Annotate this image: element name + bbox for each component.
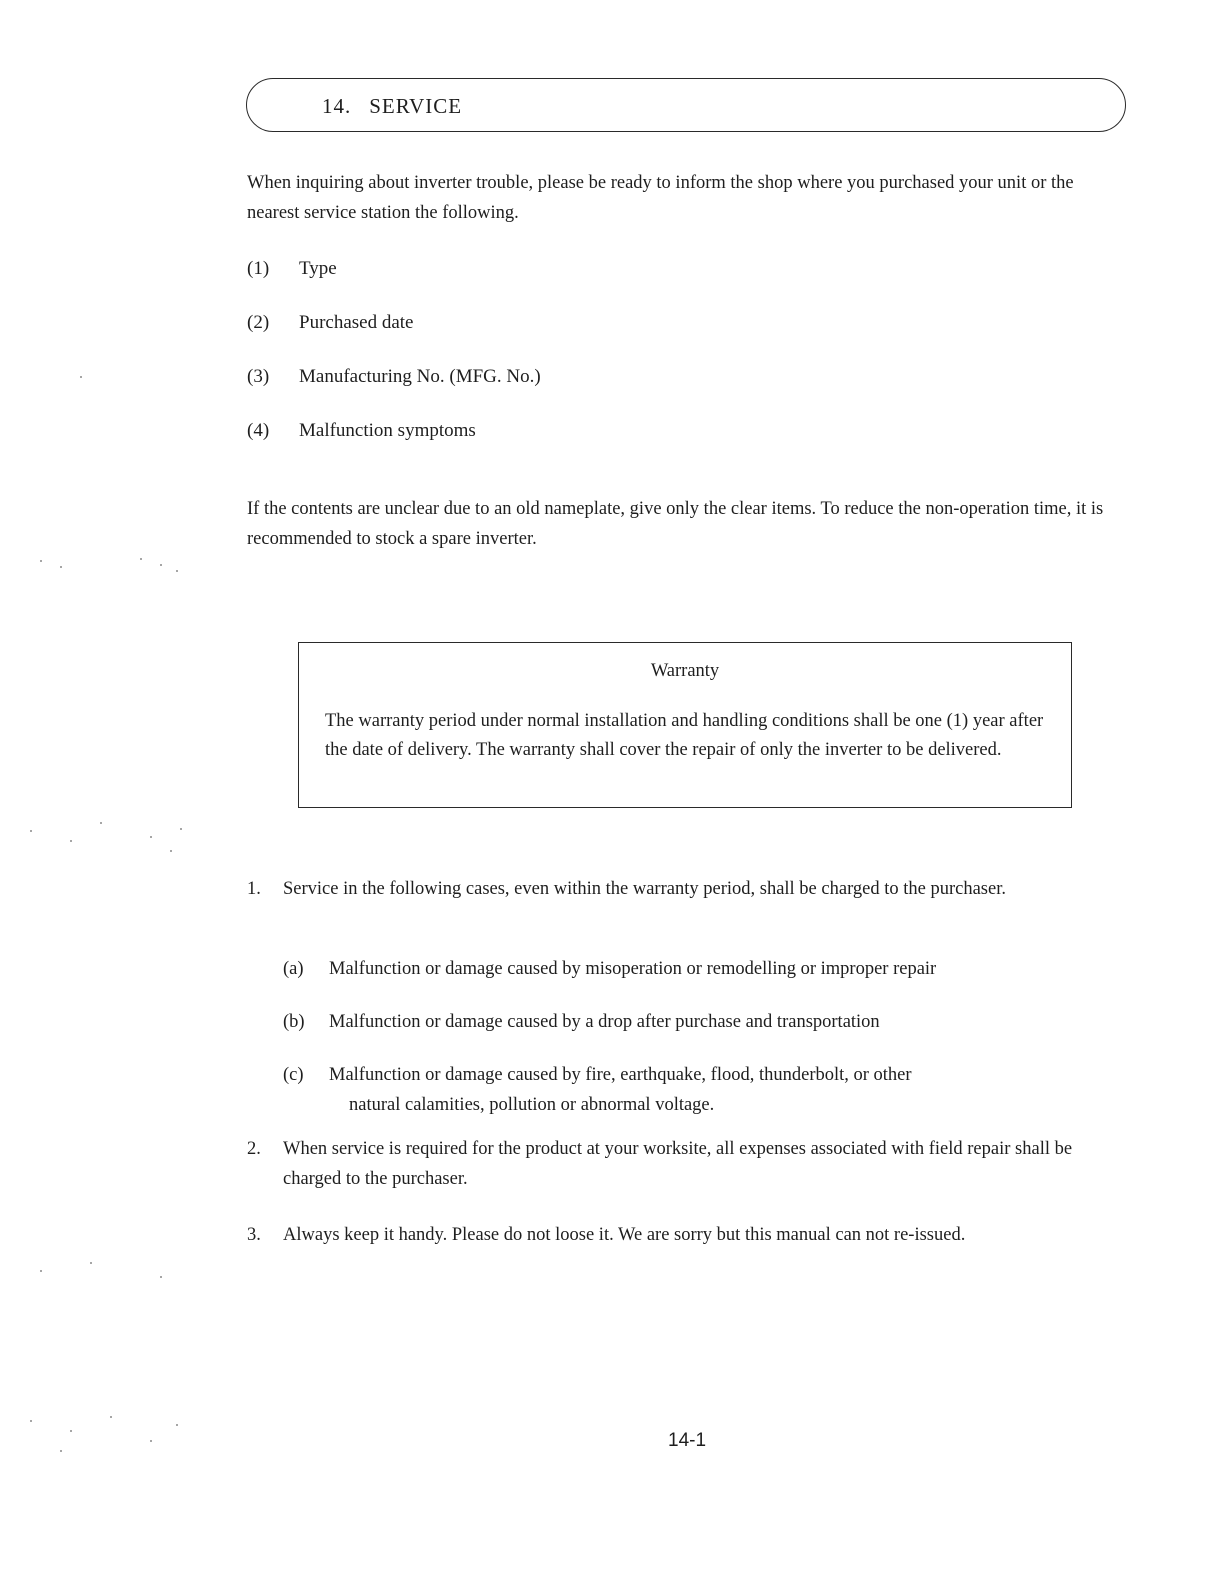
sub-item-label: (c) [283,1065,304,1085]
inform-item-text: Malfunction symptoms [299,420,476,441]
section-title: SERVICE [369,94,463,118]
warranty-title: Warranty [650,661,720,681]
sub-item-text: Malfunction or damage caused by fire, earthquake, flood, thunderbolt, or other [329,1065,912,1085]
condition-text: When service is required for the product at your worksite, all expenses associated with field repair shall be charged to the purchaser. [283,1139,1073,1189]
page-number: 14-1 [668,1430,707,1451]
inform-item-text: Type [299,258,337,279]
sub-item-label: (a) [283,959,304,979]
condition-number: 1. [247,879,261,899]
condition-sub-item [283,1007,1063,1037]
inform-item [247,258,337,280]
condition-number: 3. [247,1225,261,1245]
condition-text: Service in the following cases, even within the warranty period, shall be charged to the purchaser. [283,879,1006,899]
sub-item-text-continued: natural calamities, pollution or abnormal voltage. [349,1095,715,1115]
condition-sub-item [283,954,1063,984]
inform-item-label: (3) [247,366,270,387]
condition-sub-item [283,1060,1063,1120]
inform-item [247,312,413,334]
inform-item-label: (1) [247,258,270,279]
nameplate-note: If the contents are unclear due to an old nameplate, give only the clear items. To reduce the non-operation time, it is recommended to stock a spare inverter. [247,499,1104,549]
inform-item-text: Purchased date [299,312,414,333]
inform-item [247,366,541,388]
condition-item [247,1220,1107,1250]
inform-item-label: (4) [247,420,270,441]
inform-item-label: (2) [247,312,270,333]
intro-paragraph: When inquiring about inverter trouble, please be ready to inform the shop where you purchased your unit or the nearest service station the following. [247,173,1074,223]
condition-text: Always keep it handy. Please do not loose it. We are sorry but this manual can not re-issued. [283,1225,966,1245]
inform-item-text: Manufacturing No. (MFG. No.) [299,366,541,387]
sub-item-text: Malfunction or damage caused by a drop after purchase and transportation [329,1012,880,1032]
section-header [322,94,462,119]
warranty-body: The warranty period under normal installation and handling conditions shall be one (1) year after the date of delivery. The warranty shall cover the repair of only the inverter to be delivered. [325,711,1044,760]
sub-item-label: (b) [283,1012,305,1032]
inform-item [247,420,476,442]
condition-number: 2. [247,1139,261,1159]
condition-item [247,1134,1107,1194]
sub-item-text: Malfunction or damage caused by misoperation or remodelling or improper repair [329,959,937,979]
condition-item [247,874,1107,904]
warranty-box [298,642,1072,808]
section-number: 14. [322,94,352,118]
